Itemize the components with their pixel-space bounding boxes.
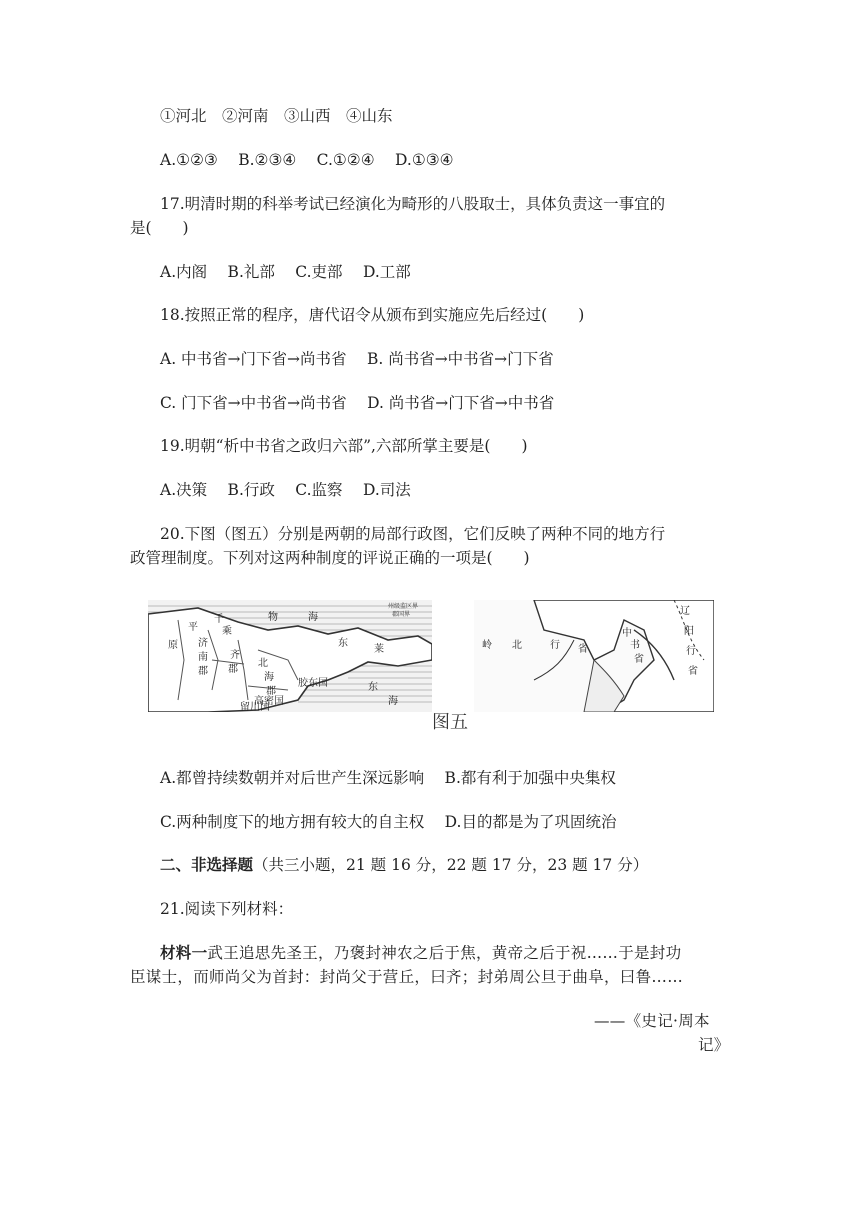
svg-text:千: 千 [214, 614, 224, 625]
material-label: 材料一 [160, 943, 208, 962]
q18-stem: 18.按照正常的程序，唐代诏令从颁布到实施应先后经过( ) [160, 306, 585, 324]
svg-text:阳: 阳 [684, 626, 694, 637]
figure-caption: 图五 [432, 712, 468, 733]
material-text-line1: 武王追思先圣王，乃褒封神农之后于焦，黄帝之后于祝……于是封功 [207, 944, 682, 962]
svg-text:平: 平 [188, 622, 198, 633]
q21-material-line1 [160, 943, 681, 963]
svg-text:原: 原 [168, 640, 178, 651]
svg-text:行: 行 [550, 640, 560, 651]
q17-stem-line2: 是( ) [130, 219, 189, 237]
svg-text:南: 南 [198, 652, 208, 663]
q16-places-line: ①河北 ②河南 ③山西 ④山东 [160, 107, 393, 125]
q21-stem: 21.阅读下列材料： [160, 900, 294, 918]
q20-choices-ab: A.都曾持续数朝并对后世产生深远影响 B.都有利于加强中央集权 [160, 769, 616, 787]
section-2-title: 二、非选择题 [160, 855, 254, 874]
q16-choices-line: A.①②③ B.②③④ C.①②④ D.①③④ [160, 151, 454, 169]
svg-text:辽: 辽 [680, 606, 690, 617]
svg-text:郡: 郡 [198, 666, 208, 677]
svg-text:莱: 莱 [374, 644, 384, 655]
q21-material-line2: 臣谋士，而师尚父为首封：封尚父于营丘，曰齐；封弟周公旦于曲阜，曰鲁…… [130, 968, 684, 986]
svg-text:齐: 齐 [230, 650, 240, 661]
svg-text:北: 北 [258, 658, 268, 669]
svg-text:海: 海 [308, 612, 318, 623]
svg-text:书: 书 [630, 640, 640, 651]
svg-text:郡: 郡 [266, 686, 276, 697]
svg-text:郡: 郡 [228, 664, 238, 675]
map-right [474, 600, 714, 712]
q20-stem-line1: 20.下图（图五）分别是两朝的局部行政图，它们反映了两种不同的地方行 [160, 525, 666, 543]
svg-text:郡国界: 郡国界 [392, 611, 411, 618]
section-2-heading [160, 855, 648, 875]
svg-text:海: 海 [388, 696, 398, 707]
svg-text:中: 中 [622, 628, 632, 639]
q20-choices-cd: C.两种制度下的地方拥有较大的自主权 D.目的都是为了巩固统治 [160, 813, 617, 831]
q18-choices-cd: C. 门下省→中书省→尚书省 D. 尚书省→门下省→中书省 [160, 394, 555, 412]
svg-text:东: 东 [368, 682, 378, 693]
svg-text:岭: 岭 [482, 640, 492, 651]
q20-stem-line2: 政管理制度。下列对这两种制度的评说正确的一项是( ) [130, 549, 530, 567]
svg-text:留川国: 留川国 [240, 702, 270, 712]
svg-text:物: 物 [268, 612, 278, 623]
svg-text:州级监区界: 州级监区界 [388, 603, 419, 610]
section-2-note: （共三小题，21 题 16 分，22 题 17 分，23 题 17 分） [253, 856, 649, 874]
svg-text:济: 济 [198, 638, 208, 649]
svg-text:省: 省 [578, 644, 588, 655]
svg-text:省: 省 [634, 654, 644, 665]
svg-text:省: 省 [688, 666, 698, 677]
q17-stem-line1: 17.明清时期的科举考试已经演化为畸形的八股取士，具体负责这一事宜的 [160, 195, 666, 213]
svg-text:北: 北 [512, 640, 522, 651]
map-left [148, 600, 432, 712]
svg-text:胶东国: 胶东国 [298, 678, 328, 689]
svg-text:东: 东 [338, 638, 348, 649]
q17-choices: A.内阁 B.礼部 C.吏部 D.工部 [160, 263, 411, 281]
svg-text:行: 行 [686, 646, 696, 657]
svg-text:高密国: 高密国 [254, 696, 284, 707]
figure-five [148, 596, 714, 742]
svg-text:海: 海 [264, 672, 274, 683]
q18-choices-ab: A. 中书省→门下省→尚书省 B. 尚书省→中书省→门下省 [160, 350, 554, 368]
citation-line2: 记》 [698, 1036, 730, 1054]
citation-line1: ——《史记·周本 [594, 1012, 710, 1030]
q19-choices: A.决策 B.行政 C.监察 D.司法 [160, 481, 411, 499]
svg-text:乘: 乘 [222, 626, 232, 637]
q19-stem: 19.明朝“析中书省之政归六部”,六部所掌主要是( ) [160, 437, 528, 455]
